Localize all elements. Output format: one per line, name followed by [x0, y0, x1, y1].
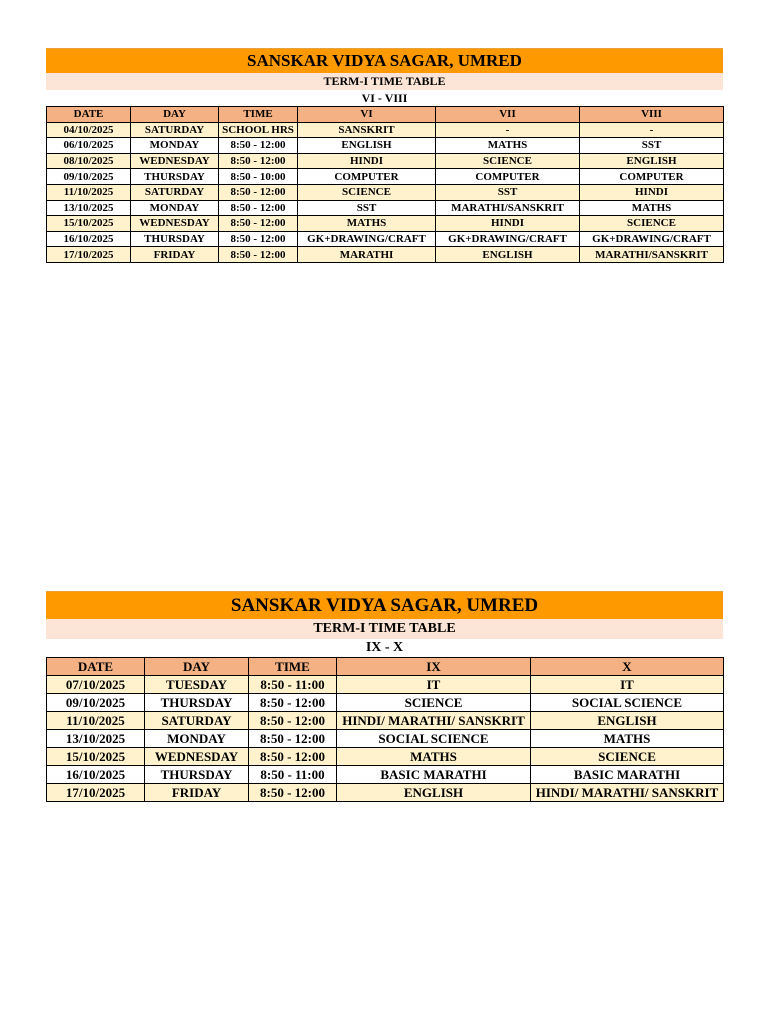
table-cell: GK+DRAWING/CRAFT: [436, 231, 580, 247]
table-cell: ENGLISH: [298, 138, 436, 154]
table-row: [47, 122, 724, 138]
column-header: DATE: [47, 107, 131, 123]
table-cell: ENGLISH: [337, 784, 531, 802]
table-cell: SANSKRIT: [298, 122, 436, 138]
table-cell: HINDI/ MARATHI/ SANSKRIT: [531, 784, 724, 802]
table-cell: SCIENCE: [531, 748, 724, 766]
table-cell: TUESDAY: [145, 676, 249, 694]
table-cell: ENGLISH: [580, 153, 724, 169]
table-cell: 08/10/2025: [47, 153, 131, 169]
table-cell: FRIDAY: [145, 784, 249, 802]
table-cell: HINDI: [436, 216, 580, 232]
table-cell: -: [580, 122, 724, 138]
table-row: [47, 712, 724, 730]
table-cell: HINDI: [580, 184, 724, 200]
table-cell: 11/10/2025: [47, 712, 145, 730]
column-header: VI: [298, 107, 436, 123]
grade-range: VI - VIII: [46, 90, 723, 106]
timetable-table: [46, 106, 724, 263]
table-cell: SATURDAY: [131, 184, 219, 200]
table-row: [47, 748, 724, 766]
table-row: [47, 784, 724, 802]
table-cell: 8:50 - 12:00: [219, 153, 298, 169]
table-cell: BASIC MARATHI: [337, 766, 531, 784]
table-cell: HINDI/ MARATHI/ SANSKRIT: [337, 712, 531, 730]
column-header: VIII: [580, 107, 724, 123]
column-header: IX: [337, 658, 531, 676]
table-cell: 8:50 - 11:00: [249, 766, 337, 784]
table-cell: SCHOOL HRS: [219, 122, 298, 138]
table-cell: 13/10/2025: [47, 730, 145, 748]
table-cell: 09/10/2025: [47, 694, 145, 712]
table-cell: 06/10/2025: [47, 138, 131, 154]
table-cell: WEDNESDAY: [131, 216, 219, 232]
table-cell: 8:50 - 11:00: [249, 676, 337, 694]
table-cell: 15/10/2025: [47, 216, 131, 232]
table-cell: SST: [580, 138, 724, 154]
table-cell: COMPUTER: [580, 169, 724, 185]
table-cell: 16/10/2025: [47, 231, 131, 247]
table-cell: SATURDAY: [131, 122, 219, 138]
table-cell: MATHS: [298, 216, 436, 232]
table-cell: HINDI: [298, 153, 436, 169]
table-cell: THURSDAY: [131, 169, 219, 185]
table-cell: 17/10/2025: [47, 247, 131, 263]
table-cell: 8:50 - 12:00: [249, 712, 337, 730]
table-cell: SCIENCE: [580, 216, 724, 232]
column-header: TIME: [219, 107, 298, 123]
table-row: [47, 247, 724, 263]
table-cell: BASIC MARATHI: [531, 766, 724, 784]
table-cell: ENGLISH: [436, 247, 580, 263]
table-header-row: [47, 658, 724, 676]
table-cell: MATHS: [531, 730, 724, 748]
table-row: [47, 169, 724, 185]
table-cell: 07/10/2025: [47, 676, 145, 694]
table-cell: 8:50 - 10:00: [219, 169, 298, 185]
table-body: [47, 676, 724, 802]
table-cell: SCIENCE: [298, 184, 436, 200]
table-cell: 8:50 - 12:00: [249, 748, 337, 766]
table-cell: SOCIAL SCIENCE: [531, 694, 724, 712]
table-header-row: [47, 107, 724, 123]
table-cell: 11/10/2025: [47, 184, 131, 200]
table-cell: MARATHI/SANSKRIT: [436, 200, 580, 216]
table-cell: SOCIAL SCIENCE: [337, 730, 531, 748]
table-cell: MATHS: [436, 138, 580, 154]
term-title: TERM-I TIME TABLE: [46, 619, 723, 639]
table-row: [47, 694, 724, 712]
table-cell: 8:50 - 12:00: [249, 784, 337, 802]
table-row: [47, 216, 724, 232]
column-header: X: [531, 658, 724, 676]
table-cell: FRIDAY: [131, 247, 219, 263]
table-row: [47, 231, 724, 247]
table-cell: 17/10/2025: [47, 784, 145, 802]
table-cell: -: [436, 122, 580, 138]
table-cell: 04/10/2025: [47, 122, 131, 138]
table-cell: SST: [436, 184, 580, 200]
table-cell: 15/10/2025: [47, 748, 145, 766]
timetable-ix-x: [46, 591, 723, 802]
table-cell: MONDAY: [145, 730, 249, 748]
column-header: VII: [436, 107, 580, 123]
table-cell: 8:50 - 12:00: [219, 184, 298, 200]
timetable-vi-viii: [46, 48, 723, 263]
table-cell: COMPUTER: [436, 169, 580, 185]
table-cell: 8:50 - 12:00: [219, 231, 298, 247]
grade-range: IX - X: [46, 639, 723, 657]
table-cell: SCIENCE: [436, 153, 580, 169]
table-cell: 13/10/2025: [47, 200, 131, 216]
table-cell: 8:50 - 12:00: [249, 730, 337, 748]
table-cell: 8:50 - 12:00: [219, 216, 298, 232]
table-cell: 16/10/2025: [47, 766, 145, 784]
table-cell: GK+DRAWING/CRAFT: [580, 231, 724, 247]
table-cell: THURSDAY: [131, 231, 219, 247]
table-cell: THURSDAY: [145, 766, 249, 784]
table-cell: COMPUTER: [298, 169, 436, 185]
table-cell: 8:50 - 12:00: [219, 200, 298, 216]
table-cell: MARATHI/SANSKRIT: [580, 247, 724, 263]
table-cell: WEDNESDAY: [131, 153, 219, 169]
table-cell: SCIENCE: [337, 694, 531, 712]
column-header: DATE: [47, 658, 145, 676]
table-cell: MARATHI: [298, 247, 436, 263]
table-cell: 09/10/2025: [47, 169, 131, 185]
table-cell: IT: [531, 676, 724, 694]
table-cell: MATHS: [337, 748, 531, 766]
table-row: [47, 766, 724, 784]
table-cell: 8:50 - 12:00: [219, 138, 298, 154]
table-cell: 8:50 - 12:00: [249, 694, 337, 712]
school-title: SANSKAR VIDYA SAGAR, UMRED: [46, 48, 723, 73]
column-header: DAY: [131, 107, 219, 123]
table-cell: ENGLISH: [531, 712, 724, 730]
table-cell: SST: [298, 200, 436, 216]
table-cell: MATHS: [580, 200, 724, 216]
column-header: TIME: [249, 658, 337, 676]
table-row: [47, 138, 724, 154]
column-header: DAY: [145, 658, 249, 676]
term-title: TERM-I TIME TABLE: [46, 73, 723, 90]
table-cell: THURSDAY: [145, 694, 249, 712]
table-row: [47, 153, 724, 169]
table-cell: GK+DRAWING/CRAFT: [298, 231, 436, 247]
table-cell: MONDAY: [131, 138, 219, 154]
table-body: [47, 122, 724, 262]
table-cell: WEDNESDAY: [145, 748, 249, 766]
table-row: [47, 200, 724, 216]
table-cell: 8:50 - 12:00: [219, 247, 298, 263]
table-row: [47, 184, 724, 200]
table-row: [47, 730, 724, 748]
timetable-table: [46, 657, 724, 802]
table-cell: SATURDAY: [145, 712, 249, 730]
table-cell: IT: [337, 676, 531, 694]
table-row: [47, 676, 724, 694]
table-cell: MONDAY: [131, 200, 219, 216]
school-title: SANSKAR VIDYA SAGAR, UMRED: [46, 591, 723, 619]
